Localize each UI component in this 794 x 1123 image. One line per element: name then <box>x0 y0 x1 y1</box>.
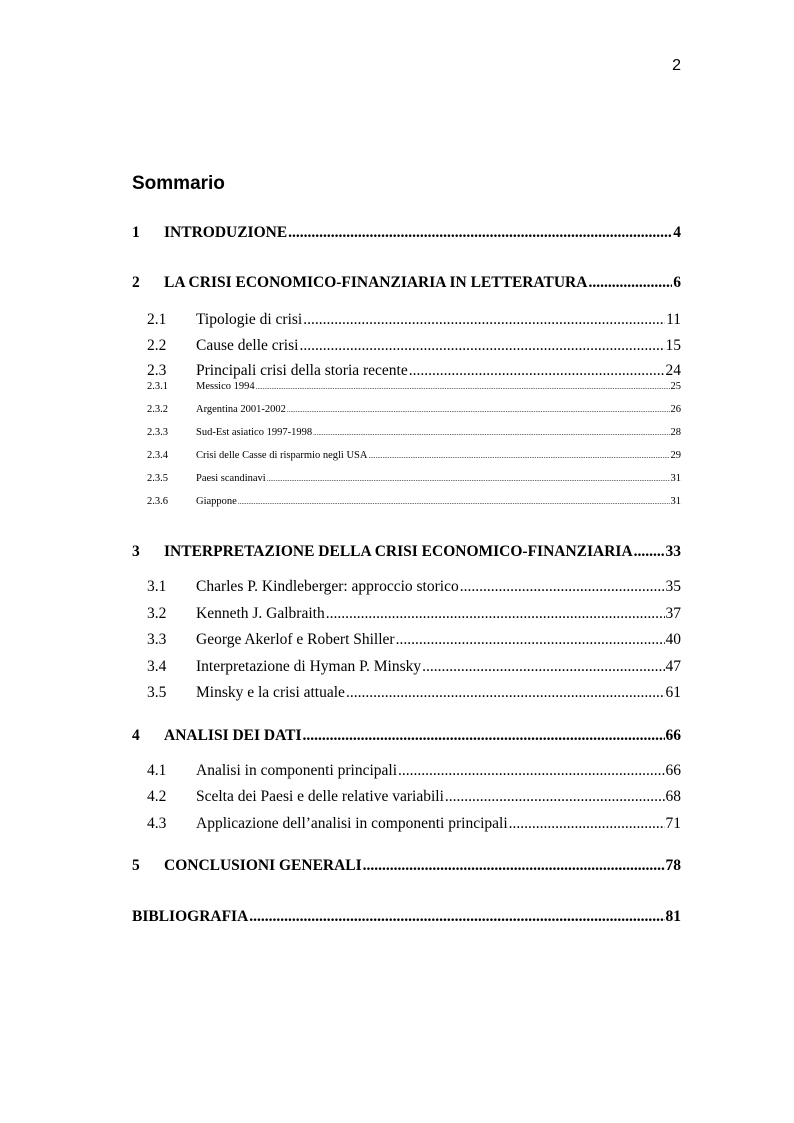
toc-entry-label: George Akerlof e Robert Shiller <box>196 631 395 648</box>
toc-entry-number: 3.4 <box>147 658 167 675</box>
toc-entry-page: 47 <box>665 658 681 675</box>
toc-entry-2-2[interactable] <box>132 337 681 355</box>
toc-entry-label: Charles P. Kindleberger: approccio storico <box>196 578 459 595</box>
toc-entry-label: Kenneth J. Galbraith <box>196 605 325 622</box>
toc-entry-label: Applicazione dell’analisi in componenti principali <box>196 815 508 832</box>
toc-entry-2-3-2[interactable] <box>132 404 681 415</box>
toc-entry-page: 68 <box>665 788 681 805</box>
toc-entry-number: 3.5 <box>147 684 167 701</box>
toc-entry-3-5[interactable] <box>132 684 681 702</box>
toc-entry-page: 71 <box>665 815 681 832</box>
dot-leader <box>346 684 665 702</box>
toc-entry-label: Giappone <box>196 496 237 507</box>
toc-entry-page: 37 <box>665 605 681 622</box>
toc-entry-label: Minsky e la crisi attuale <box>196 684 345 701</box>
toc-entry-page: 4 <box>673 224 681 241</box>
toc-entry-2-3-3[interactable] <box>132 427 681 438</box>
toc-entry-label: Principali crisi della storia recente <box>196 362 408 379</box>
toc-entry-page: 40 <box>665 631 681 648</box>
toc-entry-number: 2.3.2 <box>147 404 168 415</box>
toc-entry-number: 3 <box>132 543 140 560</box>
dot-leader <box>313 429 669 437</box>
toc-entry-page: 29 <box>670 450 681 461</box>
toc-entry-label: BIBLIOGRAFIA <box>132 908 249 925</box>
page-title: Sommario <box>132 173 225 194</box>
toc-entry-page: 33 <box>665 543 681 560</box>
toc-entry-page: 25 <box>670 381 681 392</box>
toc-entry-label: Messico 1994 <box>196 381 255 392</box>
toc-entry-2-3[interactable] <box>132 362 681 380</box>
dot-leader <box>398 762 664 780</box>
toc-entry-number: 2.3 <box>147 362 167 379</box>
dot-leader <box>588 274 672 292</box>
toc-entry-3-4[interactable] <box>132 658 681 676</box>
toc-entry-label: Analisi in componenti principali <box>196 762 398 779</box>
toc-entry-page: 31 <box>670 473 681 484</box>
dot-leader <box>238 498 670 506</box>
toc-entry-number: 2.3.3 <box>147 427 168 438</box>
toc-entry-label: LA CRISI ECONOMICO-FINANZIARIA IN LETTERATURA <box>164 274 588 291</box>
toc-entry-number: 2.3.5 <box>147 473 168 484</box>
toc-entry-label: Sud-Est asiatico 1997-1998 <box>196 427 313 438</box>
toc-entry-1[interactable] <box>132 224 681 242</box>
toc-entry-4-3[interactable] <box>132 815 681 833</box>
toc-entry-page: 24 <box>665 362 681 379</box>
dot-leader <box>303 727 665 745</box>
dot-leader <box>460 578 665 596</box>
toc-entry-label: ANALISI DEI DATI <box>164 727 302 744</box>
toc-entry-3-3[interactable] <box>132 631 681 649</box>
dot-leader <box>288 224 672 242</box>
toc-entry-2-1[interactable] <box>132 311 681 329</box>
toc-entry-bibliografia[interactable] <box>132 908 681 926</box>
toc-entry-number: 2.2 <box>147 337 167 354</box>
toc-entry-number: 2.3.1 <box>147 381 168 392</box>
toc-entry-label: Crisi delle Casse di risparmio negli USA <box>196 450 368 461</box>
toc-entry-number: 2.1 <box>147 311 167 328</box>
toc-entry-number: 5 <box>132 857 140 874</box>
dot-leader <box>634 543 665 561</box>
toc-entry-page: 66 <box>665 727 681 744</box>
toc-entry-4[interactable] <box>132 727 681 745</box>
toc-entry-number: 2 <box>132 274 140 291</box>
dot-leader <box>256 383 670 391</box>
dot-leader <box>326 605 665 623</box>
toc-entry-number: 4 <box>132 727 140 744</box>
toc-entry-number: 3.3 <box>147 631 167 648</box>
toc-entry-2[interactable] <box>132 274 681 292</box>
toc-entry-page: 6 <box>673 274 681 291</box>
page-number: 2 <box>672 57 681 74</box>
toc-entry-4-2[interactable] <box>132 788 681 806</box>
toc-entry-2-3-6[interactable] <box>132 496 681 507</box>
dot-leader <box>422 658 664 676</box>
toc-entry-page: 81 <box>665 908 681 925</box>
toc-entry-page: 78 <box>665 857 681 874</box>
toc-entry-number: 1 <box>132 224 140 241</box>
dot-leader <box>299 337 664 355</box>
toc-entry-page: 15 <box>665 337 681 354</box>
toc-entry-page: 11 <box>666 311 681 328</box>
toc-entry-label: INTRODUZIONE <box>164 224 288 241</box>
toc-entry-page: 26 <box>670 404 681 415</box>
toc-entry-label: Paesi scandinavi <box>196 473 266 484</box>
toc-entry-number: 2.3.6 <box>147 496 168 507</box>
dot-leader <box>267 475 670 483</box>
toc-entry-5[interactable] <box>132 857 681 875</box>
toc-entry-number: 3.1 <box>147 578 167 595</box>
toc-entry-3[interactable] <box>132 543 681 561</box>
toc-entry-number: 4.3 <box>147 815 167 832</box>
toc-entry-4-1[interactable] <box>132 762 681 780</box>
toc-entry-number: 3.2 <box>147 605 167 622</box>
dot-leader <box>363 857 665 875</box>
dot-leader <box>368 452 669 460</box>
toc-entry-label: INTERPRETAZIONE DELLA CRISI ECONOMICO-FINANZIARIA <box>164 543 633 560</box>
dot-leader <box>409 362 665 380</box>
toc-entry-label: Cause delle crisi <box>196 337 299 354</box>
toc-entry-2-3-1[interactable] <box>132 381 681 392</box>
dot-leader <box>396 631 665 649</box>
toc-entry-page: 31 <box>670 496 681 507</box>
toc-entry-label: Scelta dei Paesi e delle relative variabili <box>196 788 444 805</box>
dot-leader <box>287 406 670 414</box>
toc-entry-label: Tipologie di crisi <box>196 311 303 328</box>
dot-leader <box>445 788 665 806</box>
toc-entry-page: 28 <box>670 427 681 438</box>
toc-entry-3-1[interactable] <box>132 578 681 596</box>
toc-entry-page: 35 <box>665 578 681 595</box>
toc-entry-3-2[interactable] <box>132 605 681 623</box>
toc-entry-number: 2.3.4 <box>147 450 168 461</box>
toc-entry-2-3-5[interactable] <box>132 473 681 484</box>
dot-leader <box>249 908 664 926</box>
toc-entry-label: CONCLUSIONI GENERALI <box>164 857 362 874</box>
dot-leader <box>303 311 665 329</box>
toc-entry-number: 4.2 <box>147 788 167 805</box>
toc-entry-number: 4.1 <box>147 762 167 779</box>
toc-entry-2-3-4[interactable] <box>132 450 681 461</box>
toc-entry-label: Interpretazione di Hyman P. Minsky <box>196 658 422 675</box>
toc-entry-page: 66 <box>665 762 681 779</box>
dot-leader <box>509 815 665 833</box>
toc-entry-page: 61 <box>665 684 681 701</box>
toc-entry-label: Argentina 2001-2002 <box>196 404 286 415</box>
